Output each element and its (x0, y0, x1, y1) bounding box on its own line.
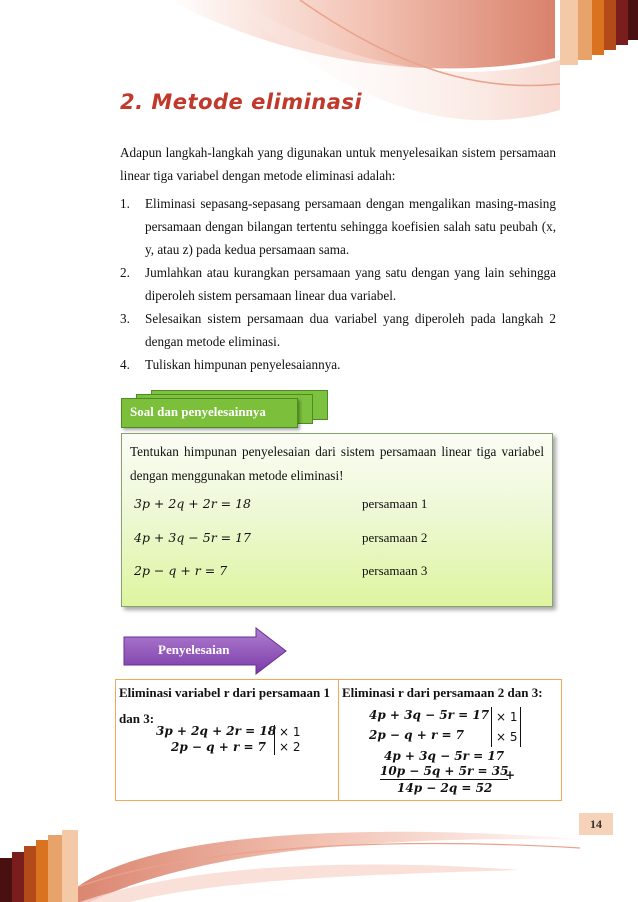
left-eq-1: 3p + 2q + 2r = 18 (156, 724, 277, 738)
list-number: 3. (120, 311, 130, 326)
solution-arrow-label: Penyelesaian (158, 642, 230, 657)
section-heading: 2. Metode eliminasi (120, 90, 363, 114)
list-text: Jumlahkan atau kurangkan persamaan yang satu dengan yang lain sehingga diperoleh sistem persamaan linear dua variabel. (145, 265, 556, 303)
problem-tab-label: Soal dan penyelesainnya (130, 404, 266, 419)
solution-right-cell (339, 680, 562, 801)
page-number: 14 (579, 813, 613, 835)
list-item (120, 192, 556, 261)
right-multipliers (491, 707, 521, 747)
solution-table (115, 679, 562, 801)
equation-1-label: persamaan 1 (362, 496, 428, 511)
plus-sign: + (505, 768, 516, 782)
list-item (120, 307, 556, 353)
equation-2: 4p + 3q − 5r = 17 (134, 530, 252, 545)
intro-paragraph: Adapun langkah-langkah yang digunakan untuk menyelesaikan sistem persamaan linear tiga variabel dengan metode eliminasi adalah: (120, 145, 556, 183)
list-text: Tuliskan himpunan penyelesaiannya. (145, 357, 341, 372)
left-heading: Eliminasi variabel r dari persamaan 1 dan 3: (119, 685, 331, 726)
left-multipliers (274, 725, 301, 755)
list-number: 4. (120, 357, 130, 372)
right-eq-1: 4p + 3q − 5r = 17 (369, 708, 490, 722)
problem-tab (121, 398, 298, 428)
list-text: Eliminasi sepasang-sepasang persamaan dengan mengalikan masing-masing persamaan dengan bilangan tertentu sehingga koefisien salah satu peubah (x, y, atau z) pada kedua persamaan sama. (145, 196, 556, 257)
right-mult-2: × 5 (496, 730, 518, 744)
left-mult-1: × 1 (279, 725, 301, 739)
left-eq-2: 2p − q + r = 7 (171, 740, 267, 754)
problem-question: Tentukan himpunan penyelesaian dari sistem persamaan linear tiga variabel dengan menggunakan metode eliminasi! (130, 444, 544, 483)
right-heading: Eliminasi r dari persamaan 2 dan 3: (342, 685, 543, 700)
list-text: Selesaikan sistem persamaan dua variabel yang diperoleh pada langkah 2 dengan metode eliminasi. (145, 311, 556, 349)
right-result-eq-3: 14p − 2q = 52 (397, 781, 493, 795)
right-result-eq-2: 10p − 5q + 5r = 35 (380, 764, 509, 778)
equation-3-label: persamaan 3 (362, 563, 428, 578)
list-item (120, 353, 556, 376)
equation-1: 3p + 2q + 2r = 18 (134, 496, 252, 511)
list-item (120, 261, 556, 307)
top-decoration (0, 0, 638, 160)
problem-box (121, 433, 553, 607)
list-number: 1. (120, 196, 130, 211)
equation-3: 2p − q + r = 7 (134, 563, 228, 578)
right-eq-2: 2p − q + r = 7 (369, 728, 465, 742)
right-mult-1: × 1 (496, 710, 518, 724)
list-number: 2. (120, 265, 130, 280)
equation-2-label: persamaan 2 (362, 530, 428, 545)
steps-list (120, 192, 556, 376)
solution-left-cell (116, 680, 339, 801)
left-mult-2: × 2 (279, 740, 301, 754)
right-result-eq-1: 4p + 3q − 5r = 17 (384, 749, 505, 763)
